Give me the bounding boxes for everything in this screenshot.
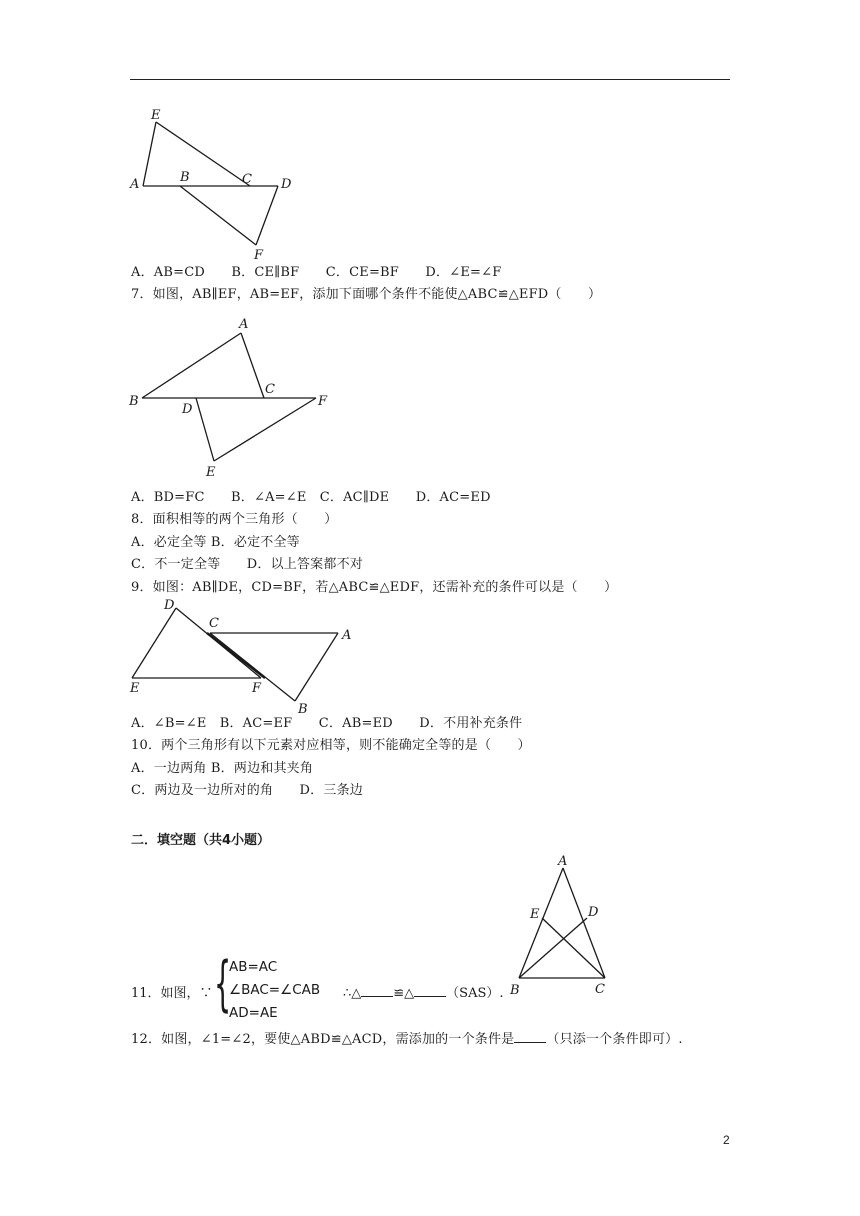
point-label-b: B — [298, 702, 308, 717]
point-label-c: C — [595, 982, 605, 997]
point-label-a: A — [342, 628, 352, 643]
segment-ac — [241, 333, 264, 398]
q11-congruent-symbol: ≌△ — [393, 986, 415, 1001]
point-label-d: D — [588, 905, 599, 920]
q6-figure — [126, 104, 308, 262]
point-label-f: F — [318, 394, 328, 409]
segment-ab — [295, 633, 338, 701]
q11-suffix: （SAS）. — [446, 986, 504, 1001]
point-label-c: C — [209, 616, 219, 631]
point-label-e: E — [151, 108, 161, 123]
segment-cf-bold — [207, 633, 265, 678]
q10-options-row2: C．两边及一边所对的角 D．三条边 — [131, 783, 363, 798]
point-label-a: A — [130, 177, 140, 192]
point-label-d: D — [281, 177, 292, 192]
point-label-a: A — [558, 854, 568, 869]
q11-brace: { — [214, 949, 232, 1019]
q11 — [131, 949, 551, 1022]
segment-bf — [180, 186, 256, 245]
q11-condition-2: ∠BAC=∠CAB — [229, 982, 321, 998]
segment-ac — [563, 868, 605, 978]
segment-ba — [142, 333, 241, 398]
q11-condition-3: AD=AE — [229, 1005, 278, 1021]
point-label-d: D — [182, 402, 193, 417]
header-rule — [130, 79, 730, 80]
q8-stem: 8．面积相等的两个三角形（ ） — [131, 512, 338, 527]
q11-blank-2[interactable] — [414, 984, 446, 997]
q7-stem: 7．如图，AB∥EF，AB=EF，添加下面哪个条件不能使△ABC≌△EFD（ ） — [131, 287, 602, 302]
q10-options-row1: A．一边两角 B．两边和其夹角 — [131, 761, 314, 776]
q8-options-row2: C．不一定全等 D．以上答案都不对 — [131, 557, 363, 572]
point-label-c: C — [242, 172, 252, 187]
segment-ea — [143, 122, 156, 186]
point-label-d: D — [164, 598, 175, 613]
point-label-b: B — [180, 170, 190, 185]
q11-prefix: 11．如图，∵ — [131, 986, 213, 1001]
q11-blank-1[interactable] — [361, 984, 393, 997]
q12-blank[interactable] — [514, 1030, 546, 1043]
point-label-e: E — [130, 681, 140, 696]
segment-de — [196, 398, 214, 461]
point-label-c: C — [265, 382, 275, 397]
segment-ce — [542, 918, 605, 978]
point-label-f: F — [254, 248, 264, 262]
q9-figure — [126, 596, 362, 718]
segment-df — [256, 186, 278, 245]
point-label-f: F — [252, 681, 262, 696]
q12-stem — [131, 1030, 683, 1049]
q11-conclusion — [343, 982, 504, 1001]
q10-stem: 10．两个三角形有以下元素对应相等，则不能确定全等的是（ ） — [131, 738, 531, 753]
segment-ef — [214, 398, 316, 461]
point-label-a: A — [239, 317, 249, 332]
q9-options: A．∠B=∠E B．AC=EF C．AB=ED D．不用补充条件 — [131, 716, 523, 731]
q9-stem: 9．如图：AB∥DE，CD=BF，若△ABC≌△EDF，还需补充的条件可以是（ ） — [131, 580, 618, 595]
point-label-b: B — [129, 394, 139, 409]
q7-figure — [126, 312, 338, 482]
q8-options-row1: A．必定全等 B．必定不全等 — [131, 535, 300, 550]
q12-stem-end: （只添一个条件即可）. — [546, 1032, 683, 1047]
q7-options: A．BD=FC B．∠A=∠E C．AC∥DE D．AC=ED — [131, 490, 491, 505]
page-number: 2 — [723, 1133, 730, 1147]
point-label-e: E — [206, 465, 216, 480]
q11-conditions — [229, 956, 320, 1025]
q11-therefore: ∴△ — [343, 986, 362, 1001]
q11-condition-1: AB=AC — [229, 959, 278, 975]
q12-stem-start: 12．如图，∠1=∠2，要使△ABD≌△ACD，需添加的一个条件是 — [131, 1032, 515, 1047]
point-label-b: B — [510, 983, 520, 998]
q6-options: A．AB=CD B．CE∥BF C．CE=BF D．∠E=∠F — [131, 265, 502, 280]
section-heading: 二．填空题（共4小题） — [131, 833, 271, 848]
segment-de — [132, 608, 176, 678]
point-label-e: E — [530, 907, 540, 922]
segment-ec — [156, 122, 250, 186]
